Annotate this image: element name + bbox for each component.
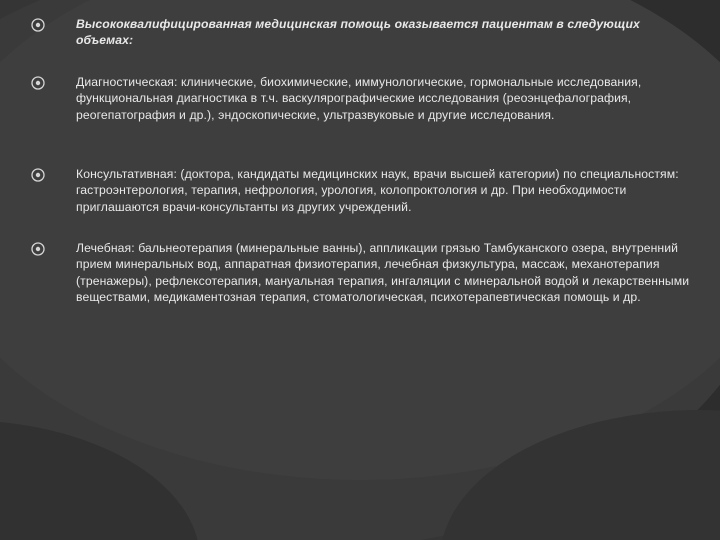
bullet-text-consultative: Консультативная: (доктора, кандидаты медицинских наук, врачи высшей категории) по специальностям: гастроэнтерология, терапия, нефрология, урология, колопроктология и др. При необходимости приглашаются врачи-консультанты из других учреждений. <box>76 167 679 214</box>
target-bullet-icon <box>30 75 46 91</box>
bullet-text-intro: Высококвалифицированная медицинская помощь оказывается пациентам в следующих объемах: <box>76 17 640 48</box>
bullet-text-diagnostic: Диагностическая: клинические, биохимические, иммунологические, гормональные исследования, функциональная диагностика в т.ч. васкулярографические исследования (реоэнцефалография, реогепатография и др.), эндоскопические, ультразвуковые и другие исследования. <box>76 75 642 122</box>
target-bullet-icon <box>30 17 46 33</box>
target-bullet-icon <box>30 167 46 183</box>
bullet-text-treatment: Лечебная: бальнеотерапия (минеральные ванны), аппликации грязью Тамбуканского озера, внутренний прием минеральных вод, аппаратная физиотерапия, лечебная физкультура, массаж, механотерапия (тренажеры), рефлексотерапия, мануальная терапия, ингаляции с минеральной водой и лекарственными веществами, медикаментозная терапия, стоматологическая, психотерапевтическая помощь и др. <box>76 241 690 305</box>
target-bullet-icon <box>30 241 46 257</box>
